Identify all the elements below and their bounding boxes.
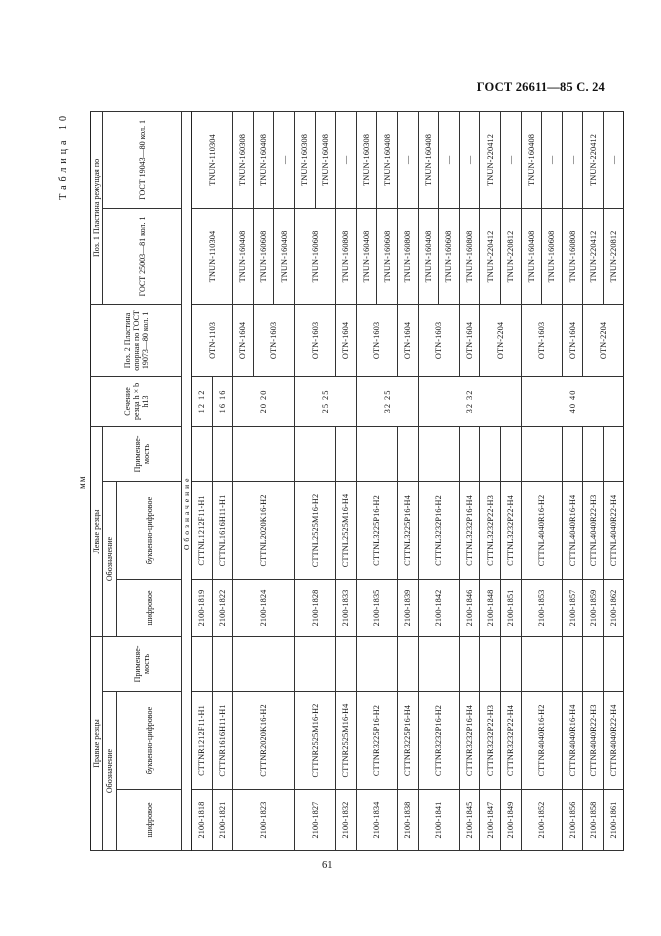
right-name-cell: CTTNR3225P16-H2 xyxy=(356,692,397,790)
support-plate-cell: OTN-1603 xyxy=(253,304,294,376)
header-right-designation: Обозначение xyxy=(103,692,117,851)
left-code-cell: 2100-1859 xyxy=(583,579,604,636)
right-applicability-cell xyxy=(500,636,521,691)
right-name-cell: CTTNR3232P16-H4 xyxy=(459,692,480,790)
left-code-cell: 2100-1842 xyxy=(418,579,459,636)
plate-gost19043-cell: — xyxy=(459,111,480,208)
plate-gost25003-cell: TNUN-160808 xyxy=(336,208,357,304)
right-applicability-cell xyxy=(480,636,501,691)
table-row xyxy=(459,111,480,850)
plate-gost19043-cell: TNUN-160308 xyxy=(356,111,377,208)
plate-gost25003-cell: TNUN-160408 xyxy=(356,208,377,304)
header-right-digital: шифровое xyxy=(117,790,182,851)
left-name-cell: CTTNL2020K16-H2 xyxy=(233,481,295,579)
plate-gost25003-cell: TNUN-160408 xyxy=(274,208,295,304)
left-name-cell: CTTNL3232P16-H4 xyxy=(459,481,480,579)
right-applicability-cell xyxy=(336,636,357,691)
left-code-cell: 2100-1848 xyxy=(480,579,501,636)
header-left-digital: шифровое xyxy=(117,579,182,636)
support-plate-cell: OTN-1603 xyxy=(521,304,562,376)
right-name-cell: CTTNR1616H11-H1 xyxy=(212,692,233,790)
right-name-cell: CTTNR4040R22-H4 xyxy=(603,692,624,790)
right-name-cell: CTTNR4040R16-H2 xyxy=(521,692,562,790)
right-code-cell: 2100-1847 xyxy=(480,790,501,851)
right-applicability-cell xyxy=(212,636,233,691)
table-row xyxy=(192,111,213,850)
plate-gost25003-cell: TNUN-220812 xyxy=(603,208,624,304)
plate-gost25003-cell: TNUN-160608 xyxy=(253,208,274,304)
left-code-cell: 2100-1851 xyxy=(500,579,521,636)
plate-gost19043-cell: TNUN-160308 xyxy=(294,111,315,208)
plate-gost25003-cell: TNUN-160408 xyxy=(521,208,542,304)
support-plate-cell: OTN-1604 xyxy=(233,304,254,376)
right-applicability-cell xyxy=(233,636,295,691)
left-applicability-cell xyxy=(294,426,335,481)
plate-gost25003-cell: TNUN-220412 xyxy=(480,208,501,304)
plate-gost19043-cell: — xyxy=(500,111,521,208)
right-name-cell: CTTNR3225P16-H4 xyxy=(397,692,418,790)
plate-gost25003-cell: TNUN-160808 xyxy=(459,208,480,304)
right-name-cell: CTTNR4040R16-H4 xyxy=(562,692,583,790)
right-applicability-cell xyxy=(356,636,397,691)
left-name-cell: CTTNL3232P22-H3 xyxy=(480,481,501,579)
support-plate-cell: OTN-1604 xyxy=(459,304,480,376)
left-name-cell: CTTNL3225P16-H2 xyxy=(356,481,397,579)
left-code-cell: 2100-1824 xyxy=(233,579,295,636)
plate-gost19043-cell: TNUN-160408 xyxy=(315,111,336,208)
header-right-alphanumeric: буквенно-цифровое xyxy=(117,692,182,790)
left-code-cell: 2100-1846 xyxy=(459,579,480,636)
left-name-cell: CTTNL2525M16-H2 xyxy=(294,481,335,579)
left-applicability-cell xyxy=(356,426,397,481)
table-row xyxy=(562,111,583,850)
table-row xyxy=(583,111,604,850)
right-applicability-cell xyxy=(294,636,335,691)
left-name-cell: CTTNL3232P16-H2 xyxy=(418,481,459,579)
plate-gost25003-cell: TNUN-160608 xyxy=(439,208,460,304)
left-code-cell: 2100-1853 xyxy=(521,579,562,636)
page-number: 61 xyxy=(322,860,333,871)
left-code-cell: 2100-1862 xyxy=(603,579,624,636)
right-code-cell: 2100-1823 xyxy=(233,790,295,851)
header-left-alphanumeric: буквенно-цифровое xyxy=(117,481,182,579)
table-row xyxy=(418,111,439,850)
table-row xyxy=(336,111,357,850)
plate-gost25003-cell: TNUN-160608 xyxy=(377,208,398,304)
page-header: ГОСТ 26611—85 С. 24 xyxy=(476,80,605,94)
right-name-cell: CTTNR4040R22-H3 xyxy=(583,692,604,790)
left-applicability-cell xyxy=(212,426,233,481)
unit-label: мм xyxy=(77,475,87,489)
plate-gost25003-cell: TNUN-160808 xyxy=(397,208,418,304)
plate-gost19043-cell: — xyxy=(397,111,418,208)
left-applicability-cell xyxy=(562,426,583,481)
left-applicability-cell xyxy=(603,426,624,481)
right-applicability-cell xyxy=(521,636,562,691)
header-section: Сечение резца h × b h13 xyxy=(91,376,182,426)
section-cell: 32 32 xyxy=(418,376,521,426)
right-code-cell: 2100-1852 xyxy=(521,790,562,851)
section-cell: 12 12 xyxy=(192,376,213,426)
left-name-cell: CTTNL3232P22-H4 xyxy=(500,481,521,579)
plate-gost25003-cell: TNUN-160608 xyxy=(542,208,563,304)
right-name-cell: CTTNR3232P16-H2 xyxy=(418,692,459,790)
header-right-applicability: Применяе-мость xyxy=(103,636,182,691)
table-head xyxy=(91,111,192,850)
table-row xyxy=(500,111,521,850)
left-code-cell: 2100-1819 xyxy=(192,579,213,636)
left-code-cell: 2100-1822 xyxy=(212,579,233,636)
rotated-table-area xyxy=(58,112,624,851)
plate-gost25003-cell: TNUN-160408 xyxy=(418,208,439,304)
right-applicability-cell xyxy=(583,636,604,691)
plate-gost25003-cell: TNUN-220812 xyxy=(500,208,521,304)
left-code-cell: 2100-1857 xyxy=(562,579,583,636)
support-plate-cell: OTN-1603 xyxy=(294,304,335,376)
right-name-cell: CTTNR3232P22-H3 xyxy=(480,692,501,790)
header-gost-25003: ГОСТ 25003—81 кол. 1 xyxy=(103,208,182,304)
left-code-cell: 2100-1839 xyxy=(397,579,418,636)
left-name-cell: CTTNL1212F11-H1 xyxy=(192,481,213,579)
table-row xyxy=(397,111,418,850)
section-cell: 32 25 xyxy=(356,376,418,426)
plate-gost19043-cell: TNUN-160408 xyxy=(521,111,542,208)
right-code-cell: 2100-1838 xyxy=(397,790,418,851)
plate-gost19043-cell: TNUN-160408 xyxy=(418,111,439,208)
plate-gost19043-cell: — xyxy=(274,111,295,208)
section-cell: 16 16 xyxy=(212,376,233,426)
support-plate-cell: OTN-1604 xyxy=(562,304,583,376)
section-cell: 20 20 xyxy=(233,376,295,426)
left-code-cell: 2100-1835 xyxy=(356,579,397,636)
left-name-cell: CTTNL1616H11-H1 xyxy=(212,481,233,579)
left-applicability-cell xyxy=(583,426,604,481)
plate-gost19043-cell: TNUN-220412 xyxy=(480,111,501,208)
table-caption: Таблица 10 xyxy=(58,112,69,200)
left-name-cell: CTTNL4040R22-H3 xyxy=(583,481,604,579)
right-name-cell: CTTNR2020K16-H2 xyxy=(233,692,295,790)
support-plate-cell: OTN-2204 xyxy=(480,304,521,376)
right-code-cell: 2100-1841 xyxy=(418,790,459,851)
plate-gost19043-cell: TNUN-160408 xyxy=(377,111,398,208)
plate-gost19043-cell: — xyxy=(603,111,624,208)
left-code-cell: 2100-1828 xyxy=(294,579,335,636)
right-code-cell: 2100-1821 xyxy=(212,790,233,851)
plate-gost25003-cell: TNUN-220412 xyxy=(583,208,604,304)
right-code-cell: 2100-1827 xyxy=(294,790,335,851)
left-applicability-cell xyxy=(521,426,562,481)
right-name-cell: CTTNR2525M16-H2 xyxy=(294,692,335,790)
plate-gost19043-cell: TNUN-110304 xyxy=(192,111,233,208)
right-applicability-cell xyxy=(459,636,480,691)
right-applicability-cell xyxy=(397,636,418,691)
header-left-tools: Левые резцы xyxy=(91,426,103,636)
right-code-cell: 2100-1849 xyxy=(500,790,521,851)
right-applicability-cell xyxy=(562,636,583,691)
left-applicability-cell xyxy=(336,426,357,481)
left-name-cell: CTTNL4040R22-H4 xyxy=(603,481,624,579)
header-gost-19043: ГОСТ 19043—80 кол. 1 xyxy=(103,111,182,208)
support-plate-cell: OTN-1604 xyxy=(336,304,357,376)
plate-gost19043-cell: TNUN-160308 xyxy=(233,111,254,208)
plate-gost25003-cell: TNUN-160408 xyxy=(233,208,254,304)
header-pos1: Поз. 1 Пластина режущая по xyxy=(91,111,103,304)
left-applicability-cell xyxy=(500,426,521,481)
header-right-tools: Правые резцы xyxy=(91,636,103,850)
left-name-cell: CTTNL4040R16-H4 xyxy=(562,481,583,579)
support-plate-cell: OTN-1603 xyxy=(418,304,459,376)
section-cell: 25 25 xyxy=(294,376,356,426)
right-code-cell: 2100-1858 xyxy=(583,790,604,851)
left-name-cell: CTTNL2525M16-H4 xyxy=(336,481,357,579)
right-name-cell: CTTNR2525M16-H4 xyxy=(336,692,357,790)
plate-gost19043-cell: — xyxy=(439,111,460,208)
table-row xyxy=(521,111,542,850)
plate-gost19043-cell: — xyxy=(542,111,563,208)
support-plate-cell: OTN-1603 xyxy=(356,304,397,376)
left-applicability-cell xyxy=(233,426,295,481)
right-applicability-cell xyxy=(418,636,459,691)
header-left-designation: Обозначение xyxy=(103,481,117,636)
plate-gost19043-cell: — xyxy=(562,111,583,208)
plate-gost19043-cell: TNUN-220412 xyxy=(583,111,604,208)
left-applicability-cell xyxy=(192,426,213,481)
plate-gost25003-cell: TNUN-110304 xyxy=(192,208,233,304)
right-code-cell: 2100-1818 xyxy=(192,790,213,851)
data-table xyxy=(90,111,624,851)
right-applicability-cell xyxy=(603,636,624,691)
plate-gost25003-cell: TNUN-160608 xyxy=(294,208,335,304)
left-applicability-cell xyxy=(397,426,418,481)
table-row xyxy=(356,111,377,850)
support-plate-cell: OTN-1103 xyxy=(192,304,233,376)
left-applicability-cell xyxy=(480,426,501,481)
table-row xyxy=(480,111,501,850)
table-body xyxy=(192,111,624,850)
left-code-cell: 2100-1833 xyxy=(336,579,357,636)
right-name-cell: CTTNR1212F11-H1 xyxy=(192,692,213,790)
plate-gost19043-cell: TNUN-160408 xyxy=(253,111,274,208)
plate-gost19043-cell: — xyxy=(336,111,357,208)
left-applicability-cell xyxy=(418,426,459,481)
right-code-cell: 2100-1845 xyxy=(459,790,480,851)
section-cell: 40 40 xyxy=(521,376,624,426)
header-left-applicability: Применяе-мость xyxy=(103,426,182,481)
left-name-cell: CTTNL3225P16-H4 xyxy=(397,481,418,579)
table-row xyxy=(294,111,315,850)
right-applicability-cell xyxy=(192,636,213,691)
right-name-cell: CTTNR3232P22-H4 xyxy=(500,692,521,790)
left-name-cell: CTTNL4040R16-H2 xyxy=(521,481,562,579)
support-plate-cell: OTN-2204 xyxy=(583,304,624,376)
header-pos2: Поз. 2 Пластина опорная по ГОСТ 19073—80 кол. 1 xyxy=(91,304,182,376)
right-code-cell: 2100-1861 xyxy=(603,790,624,851)
right-code-cell: 2100-1834 xyxy=(356,790,397,851)
right-code-cell: 2100-1856 xyxy=(562,790,583,851)
plate-gost25003-cell: TNUN-160808 xyxy=(562,208,583,304)
left-applicability-cell xyxy=(459,426,480,481)
right-code-cell: 2100-1832 xyxy=(336,790,357,851)
table-row xyxy=(233,111,254,850)
support-plate-cell: OTN-1604 xyxy=(397,304,418,376)
table-row xyxy=(603,111,624,850)
header-designation-row: Обозначение xyxy=(182,111,192,850)
